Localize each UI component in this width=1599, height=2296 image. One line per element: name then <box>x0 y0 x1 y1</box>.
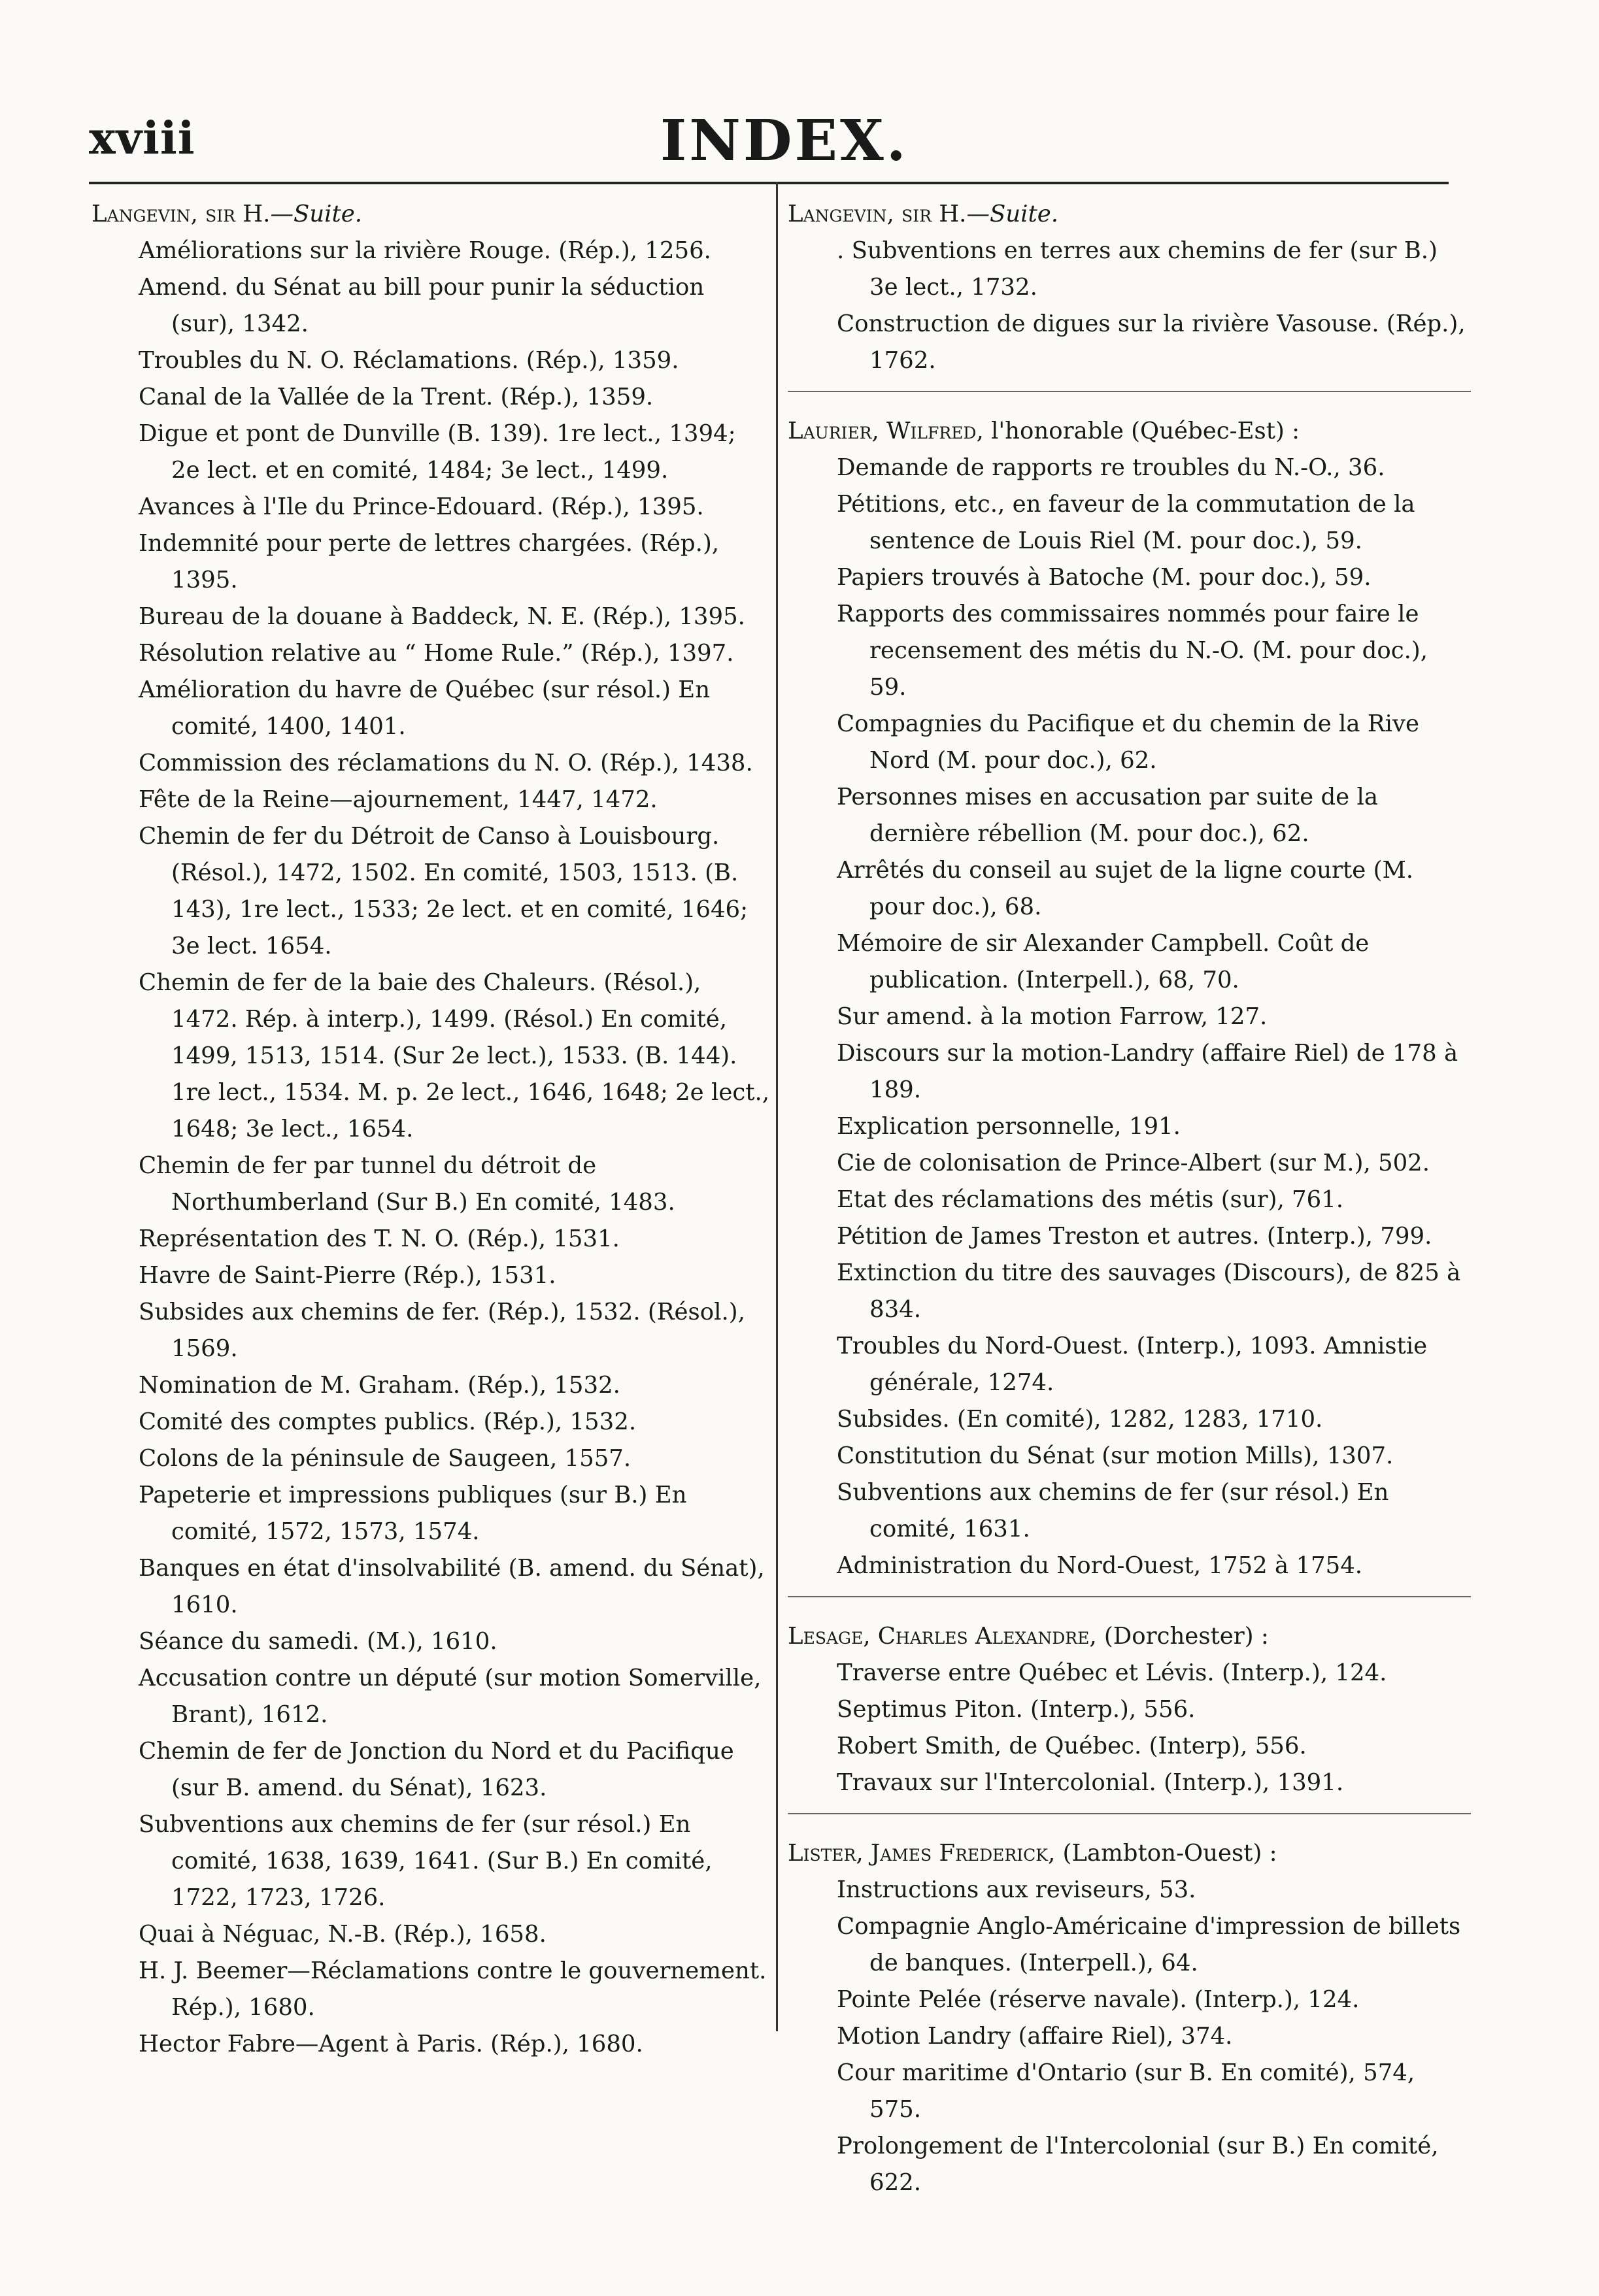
index-item: Colons de la péninsule de Saugeen, 1557. <box>139 1445 631 1472</box>
index-item: Subsides aux chemins de fer. (Rép.), 1532. (Résol.), 1569. <box>139 1299 745 1362</box>
index-item: Construction de digues sur la rivière Vasouse. (Rép.), 1762. <box>837 310 1466 374</box>
left-items <box>92 233 771 2063</box>
entry-heading <box>788 1618 1471 1655</box>
index-item: Hector Fabre—Agent à Paris. (Rép.), 1680. <box>139 2031 643 2057</box>
index-item: Mémoire de sir Alexander Campbell. Coût de publication. (Interpell.), 68, 70. <box>837 930 1370 993</box>
header-rule <box>89 182 1449 184</box>
index-item: Papeterie et impressions publiques (sur B.) En comité, 1572, 1573, 1574. <box>139 1482 687 1545</box>
index-item: Subsides. (En comité), 1282, 1283, 1710. <box>837 1406 1323 1433</box>
index-item: Chemin de fer de Jonction du Nord et du Pacifique (sur B. amend. du Sénat), 1623. <box>139 1738 734 1801</box>
entry-separator <box>788 1596 1471 1606</box>
entry-heading <box>92 196 771 233</box>
index-item: Canal de la Vallée de la Trent. (Rép.), 1359. <box>139 384 654 410</box>
index-item: Traverse entre Québec et Lévis. (Interp.), 124. <box>837 1659 1387 1686</box>
index-item: Cie de colonisation de Prince-Albert (sur M.), 502. <box>837 1150 1430 1176</box>
column-divider <box>776 182 778 2031</box>
index-item: Résolution relative au “ Home Rule.” (Rép.), 1397. <box>139 640 734 667</box>
index-item: Septimus Piton. (Interp.), 556. <box>837 1696 1196 1723</box>
index-item: Discours sur la motion-Landry (affaire Riel) de 178 à 189. <box>837 1040 1458 1103</box>
page-title: INDEX. <box>660 108 909 174</box>
index-item: Robert Smith, de Québec. (Interp), 556. <box>837 1733 1307 1759</box>
entry-name: Langevin, sir H. <box>92 201 271 227</box>
index-item: Commission des réclamations du N. O. (Rép.), 1438. <box>139 750 753 776</box>
index-item: Digue et pont de Dunville (B. 139). 1re lect., 1394; 2e lect. et en comité, 1484; 3e lect., 1499. <box>139 420 736 484</box>
index-item: Accusation contre un député (sur motion Somerville, Brant), 1612. <box>139 1665 762 1728</box>
index-item: Bureau de la douane à Baddeck, N. E. (Rép.), 1395. <box>139 603 745 630</box>
entry-qualifier: (Dorchester) : <box>1096 1623 1269 1650</box>
index-item: Subventions aux chemins de fer (sur résol.) En comité, 1631. <box>837 1479 1389 1542</box>
index-item: Banques en état d'insolvabilité (B. amend. du Sénat), 1610. <box>139 1555 765 1618</box>
index-item: Pétitions, etc., en faveur de la commutation de la sentence de Louis Riel (M. pour doc.), 59. <box>837 491 1415 554</box>
right-column <box>788 196 1471 2201</box>
entry-name: Laurier, Wilfred, <box>788 418 984 444</box>
index-item: Sur amend. à la motion Farrow, 127. <box>837 1003 1268 1030</box>
index-item: Représentation des T. N. O. (Rép.), 1531. <box>139 1225 620 1252</box>
index-item: Améliorations sur la rivière Rouge. (Rép.), 1256. <box>139 237 711 264</box>
index-item: Chemin de fer du Détroit de Canso à Louisbourg. (Résol.), 1472, 1502. En comité, 1503, 1513. (B. 143), 1re lect., 1533; 2e lect. et en comité, 1646; 3e lect. 1654. <box>139 823 749 959</box>
entry-heading <box>788 413 1471 450</box>
index-item: Indemnité pour perte de lettres chargées. (Rép.), 1395. <box>139 530 720 593</box>
entry-qualifier: l'honorable (Québec-Est) : <box>983 418 1300 444</box>
index-item: Comité des comptes publics. (Rép.), 1532. <box>139 1408 637 1435</box>
index-item: Compagnies du Pacifique et du chemin de la Rive Nord (M. pour doc.), 62. <box>837 710 1419 774</box>
index-item: Amélioration du havre de Québec (sur résol.) En comité, 1400, 1401. <box>139 676 711 740</box>
index-item: Papiers trouvés à Batoche (M. pour doc.), 59. <box>837 564 1372 591</box>
index-item: H. J. Beemer—Réclamations contre le gouvernement. Rép.), 1680. <box>139 1957 767 2021</box>
entry-suite: —Suite. <box>270 201 363 227</box>
entry-qualifier: (Lambton-Ouest) : <box>1055 1840 1277 1867</box>
index-item: Troubles du N. O. Réclamations. (Rép.), 1359. <box>139 347 679 374</box>
index-item: Compagnie Anglo-Américaine d'impression de billets de banques. (Interpell.), 64. <box>837 1913 1461 1976</box>
index-item: Avances à l'Ile du Prince-Edouard. (Rép.), 1395. <box>139 493 704 520</box>
index-item: Chemin de fer par tunnel du détroit de Northumberland (Sur B.) En comité, 1483. <box>139 1152 675 1216</box>
index-item: Administration du Nord-Ouest, 1752 à 1754. <box>837 1552 1363 1579</box>
entry-name: Lesage, Charles Alexandre, <box>788 1623 1097 1650</box>
index-item: Chemin de fer de la baie des Chaleurs. (Résol.), 1472. Rép. à interp.), 1499. (Résol.) En comité, 1499, 1513, 1514. (Sur 2e lect.), 1533. (B. 144). 1re lect., 1534. M. p. 2e lect., 1646, 1648; 2e lect., 1648; 3e lect., 1654. <box>139 969 770 1142</box>
index-item: Séance du samedi. (M.), 1610. <box>139 1628 497 1655</box>
index-item: Troubles du Nord-Ouest. (Interp.), 1093. Amnistie générale, 1274. <box>837 1333 1428 1396</box>
entry-name: Langevin, sir H. <box>788 201 967 227</box>
index-item: Nomination de M. Graham. (Rép.), 1532. <box>139 1372 620 1399</box>
index-item: Explication personnelle, 191. <box>837 1113 1181 1140</box>
entry-heading <box>788 196 1471 233</box>
index-item: Prolongement de l'Intercolonial (sur B.) En comité, 622. <box>837 2133 1439 2196</box>
entry-separator <box>788 391 1471 401</box>
index-item: Demande de rapports re troubles du N.-O., 36. <box>837 454 1385 481</box>
index-item: Amend. du Sénat au bill pour punir la séduction (sur), 1342. <box>139 274 705 337</box>
index-item: Instructions aux reviseurs, 53. <box>837 1876 1196 1903</box>
index-item: Subventions aux chemins de fer (sur résol.) En comité, 1638, 1639, 1641. (Sur B.) En comité, 1722, 1723, 1726. <box>139 1811 713 1911</box>
index-item: Travaux sur l'Intercolonial. (Interp.), 1391. <box>837 1769 1344 1796</box>
index-item: Fête de la Reine—ajournement, 1447, 1472. <box>139 786 658 813</box>
index-item: Personnes mises en accusation par suite de la dernière rébellion (M. pour doc.), 62. <box>837 784 1378 847</box>
index-item: Havre de Saint-Pierre (Rép.), 1531. <box>139 1262 556 1289</box>
index-item: Quai à Néguac, N.-B. (Rép.), 1658. <box>139 1921 547 1948</box>
index-item: Constitution du Sénat (sur motion Mills), 1307. <box>837 1442 1394 1469</box>
index-item: Pointe Pelée (réserve navale). (Interp.), 124. <box>837 1986 1360 2013</box>
index-item: Cour maritime d'Ontario (sur B. En comité), 574, 575. <box>837 2059 1415 2123</box>
index-item: Pétition de James Treston et autres. (Interp.), 799. <box>837 1223 1432 1250</box>
page-number: xviii <box>89 112 195 165</box>
index-item: Etat des réclamations des métis (sur), 761. <box>837 1186 1344 1213</box>
entry-suite: —Suite. <box>966 201 1059 227</box>
index-item: Arrêtés du conseil au sujet de la ligne courte (M. pour doc.), 68. <box>837 857 1414 920</box>
index-item: Extinction du titre des sauvages (Discours), de 825 à 834. <box>837 1259 1461 1323</box>
left-column <box>92 196 771 2063</box>
entry-separator <box>788 1813 1471 1823</box>
index-item: . Subventions en terres aux chemins de fer (sur B.) 3e lect., 1732. <box>837 237 1438 301</box>
entry-name: Lister, James Frederick, <box>788 1840 1056 1867</box>
index-item: Motion Landry (affaire Riel), 374. <box>837 2023 1233 2050</box>
entry-heading <box>788 1835 1471 1872</box>
index-item: Rapports des commissaires nommés pour faire le recensement des métis du N.-O. (M. pour doc.), 59. <box>837 601 1428 701</box>
